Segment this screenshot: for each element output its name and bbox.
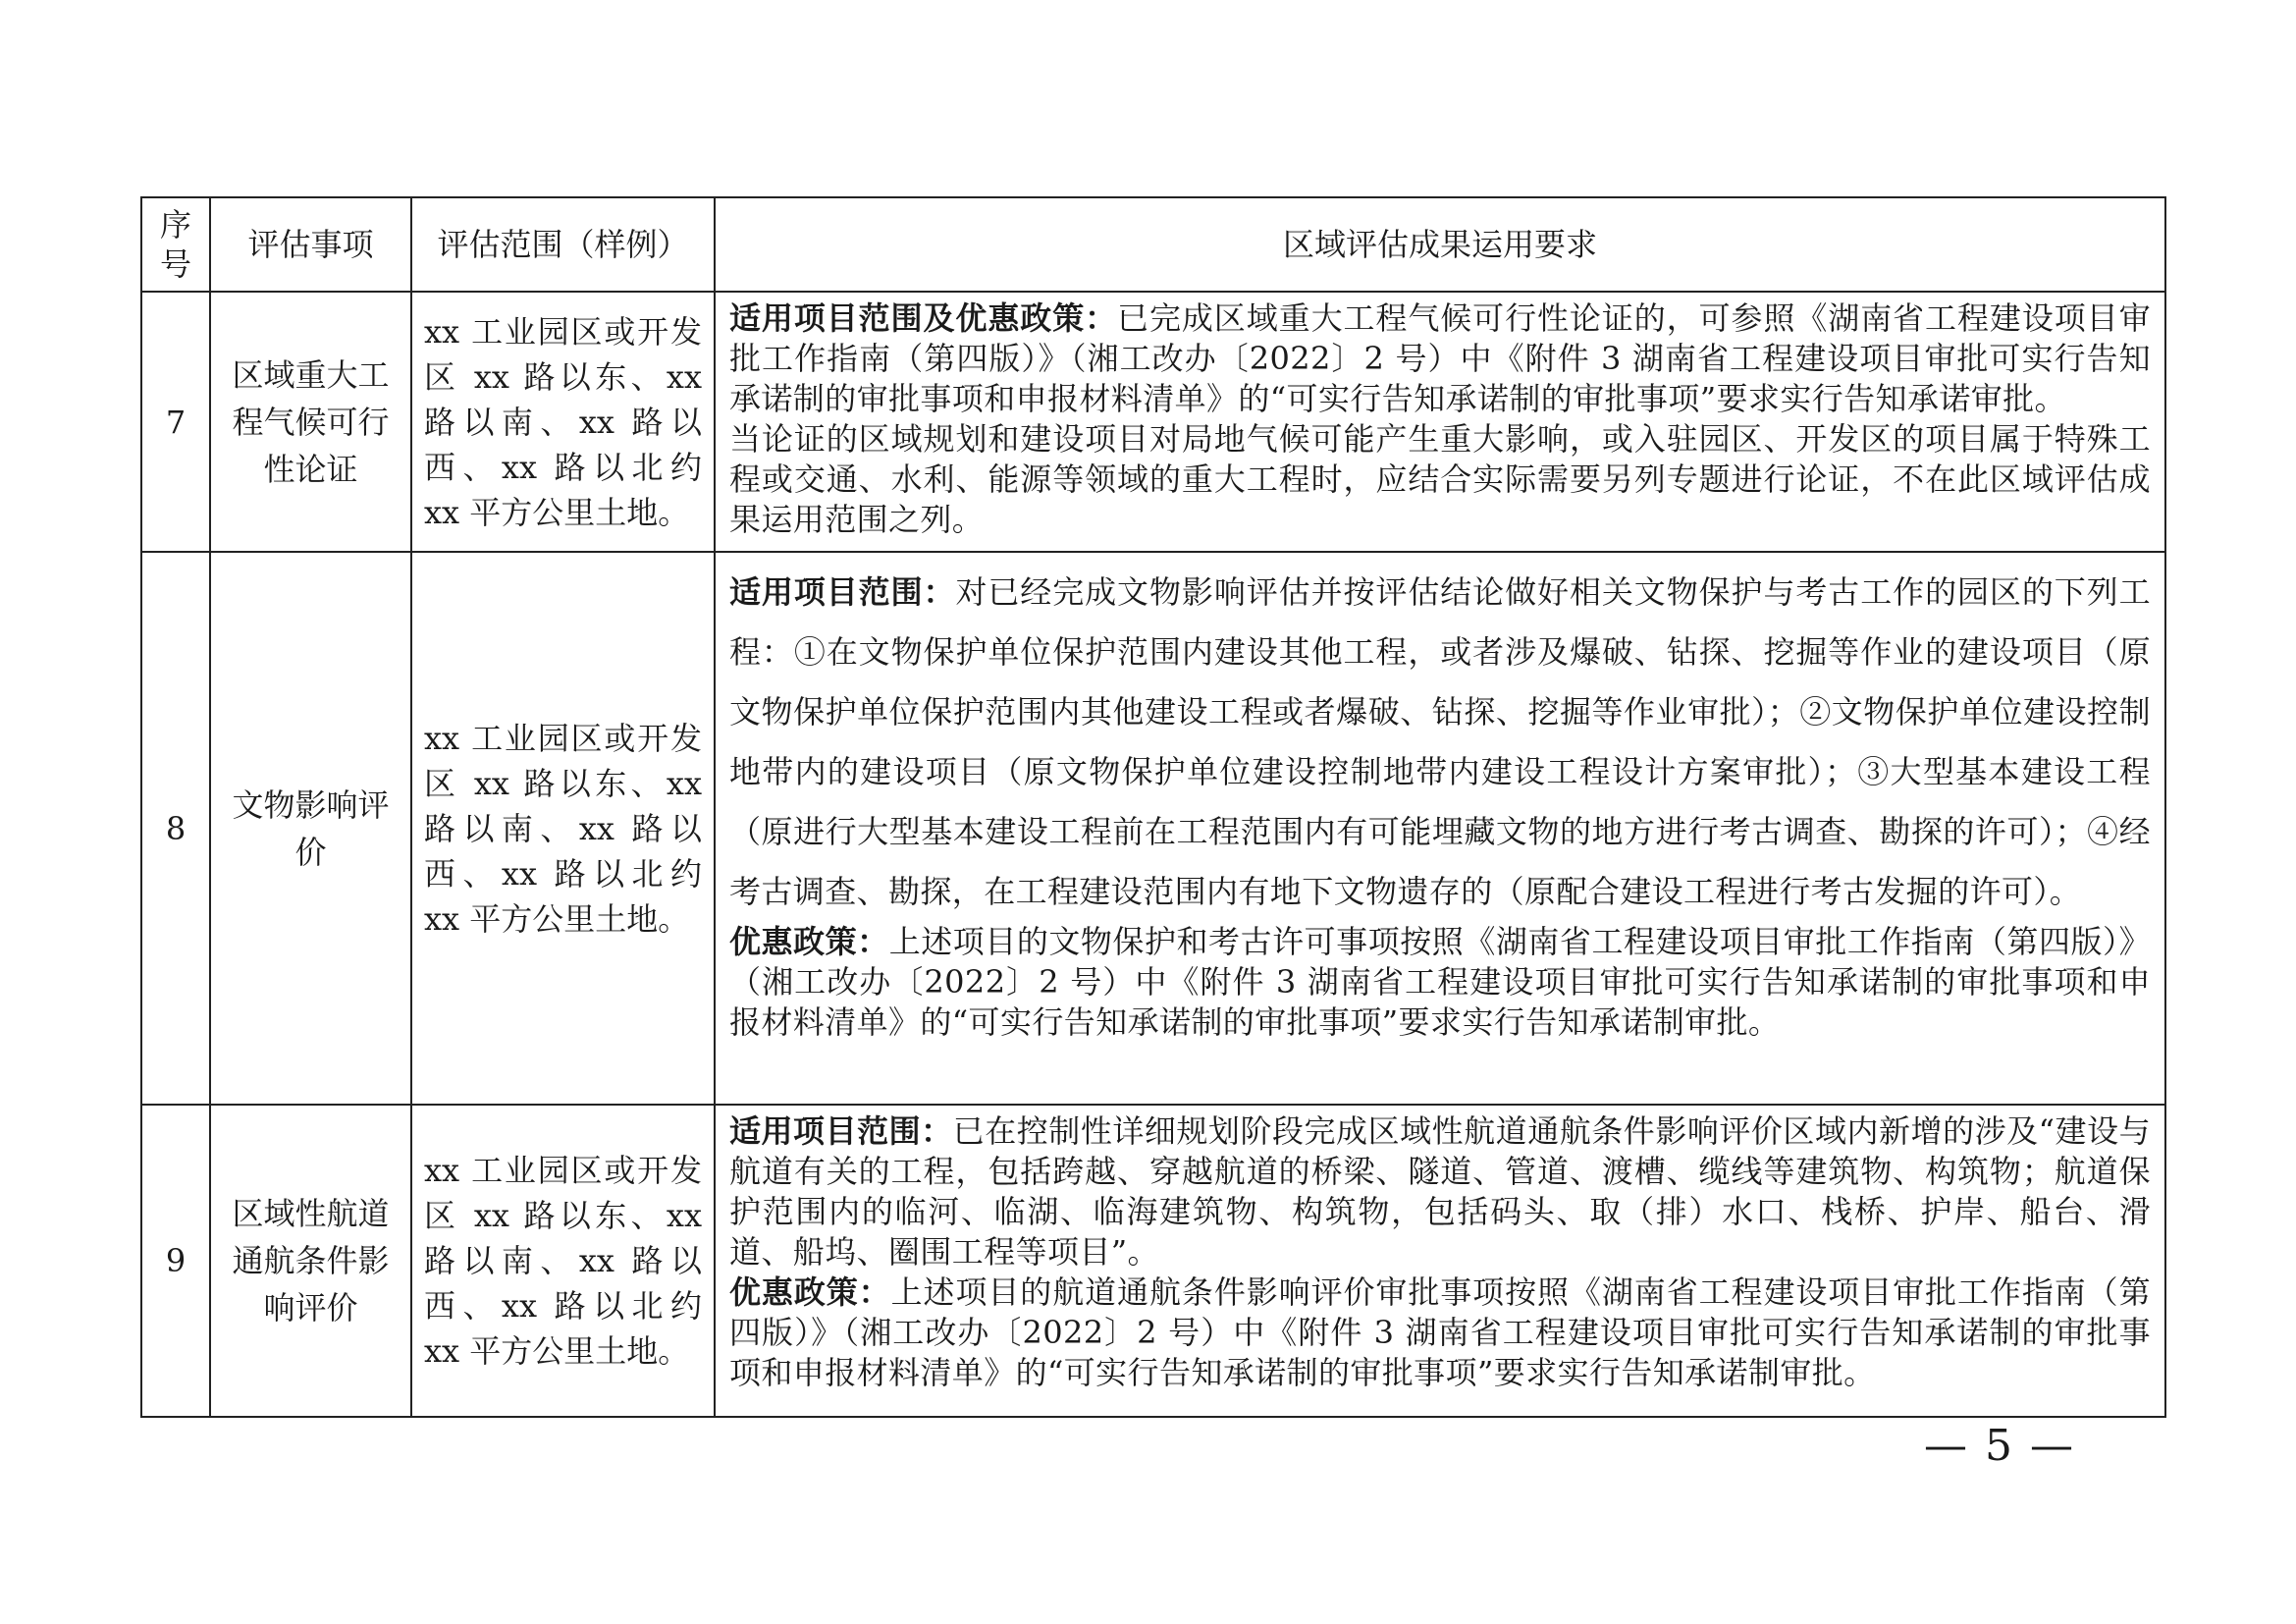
header-number-line1: 序 <box>159 206 191 244</box>
row-requirements <box>715 1105 2165 1417</box>
requirement-block <box>729 298 2151 419</box>
requirement-block <box>729 922 2151 1043</box>
requirement-text: 上述项目的文物保护和考古许可事项按照《湖南省工程建设项目审批工作指南（第四版）》（湘工改办〔2022〕2 号）中《附件 3 湖南省工程建设项目审批可实行告知承诺制的审批事项和申报材料清单》的“可实行告知承诺制的审批事项”要求实行告知承诺制审批。 <box>729 923 2151 1041</box>
header-item: 评估事项 <box>210 197 411 292</box>
row-item: 区域重大工程气候可行性论证 <box>210 292 411 552</box>
row-requirements <box>715 292 2165 552</box>
requirement-text: 已完成区域重大工程气候可行性论证的，可参照《湖南省工程建设项目审批工作指南（第四版）》（湘工改办〔2022〕2 号）中《附件 3 湖南省工程建设项目审批可实行告知承诺制的审批事项和申报材料清单》的“可实行告知承诺制的审批事项”要求实行告知承诺审批。 <box>729 299 2151 417</box>
row-scope: xx 工业园区或开发区 xx 路以东、xx 路以南、xx 路以西、xx 路以北约 xx 平方公里土地。 <box>411 292 715 552</box>
requirement-label: 适用项目范围： <box>729 573 956 611</box>
header-requirements: 区域评估成果运用要求 <box>715 197 2165 292</box>
header-number-line2: 号 <box>159 245 191 283</box>
requirement-block <box>729 419 2151 540</box>
row-requirements <box>715 552 2165 1105</box>
requirement-block <box>729 1272 2151 1393</box>
requirement-block <box>729 1111 2151 1272</box>
requirement-text: 当论证的区域规划和建设项目对局地气候可能产生重大影响，或入驻园区、开发区的项目属于特殊工程或交通、水利、能源等领域的重大工程时，应结合实际需要另列专题进行论证，不在此区域评估成果运用范围之列。 <box>729 420 2151 538</box>
table-row <box>141 1105 2165 1417</box>
row-scope: xx 工业园区或开发区 xx 路以东、xx 路以南、xx 路以西、xx 路以北约 xx 平方公里土地。 <box>411 1105 715 1417</box>
requirement-label: 优惠政策： <box>729 1273 891 1311</box>
requirement-label: 优惠政策： <box>729 923 889 960</box>
page-number: — 5 — <box>1924 1421 2075 1471</box>
table-row <box>141 292 2165 552</box>
row-item: 文物影响评价 <box>210 552 411 1105</box>
row-scope: xx 工业园区或开发区 xx 路以东、xx 路以南、xx 路以西、xx 路以北约 xx 平方公里土地。 <box>411 552 715 1105</box>
table-row <box>141 552 2165 1105</box>
requirement-label: 适用项目范围及优惠政策： <box>729 299 1118 337</box>
evaluation-table <box>140 196 2166 1418</box>
row-number: 9 <box>141 1105 210 1417</box>
requirement-text: 对已经完成文物影响评估并按评估结论做好相关文物保护与考古工作的园区的下列工程：①在文物保护单位保护范围内建设其他工程，或者涉及爆破、钻探、挖掘等作业的建设项目（原文物保护单位保护范围内其他建设工程或者爆破、钻探、挖掘等作业审批）；②文物保护单位建设控制地带内的建设项目（原文物保护单位建设控制地带内建设工程设计方案审批）；③大型基本建设工程（原进行大型基本建设工程前在工程范围内有可能埋藏文物的地方进行考古调查、勘探的许可）；④经考古调查、勘探，在工程建设范围内有地下文物遗存的（原配合建设工程进行考古发掘的许可）。 <box>729 573 2151 910</box>
table-header-row <box>141 197 2165 292</box>
requirement-label: 适用项目范围： <box>729 1112 953 1150</box>
row-number: 7 <box>141 292 210 552</box>
requirement-text: 上述项目的航道通航条件影响评价审批事项按照《湖南省工程建设项目审批工作指南（第四版）》（湘工改办〔2022〕2 号）中《附件 3 湖南省工程建设项目审批可实行告知承诺制的审批事项和申报材料清单》的“可实行告知承诺制的审批事项”要求实行告知承诺制审批。 <box>729 1273 2151 1391</box>
row-number: 8 <box>141 552 210 1105</box>
header-number <box>141 197 210 292</box>
requirement-text: 已在控制性详细规划阶段完成区域性航道通航条件影响评价区域内新增的涉及“建设与航道有关的工程，包括跨越、穿越航道的桥梁、隧道、管道、渡槽、缆线等建筑物、构筑物；航道保护范围内的临河、临湖、临海建筑物、构筑物，包括码头、取（排）水口、栈桥、护岸、船台、滑道、船坞、圈围工程等项目”。 <box>729 1112 2151 1271</box>
row-item: 区域性航道通航条件影响评价 <box>210 1105 411 1417</box>
header-scope: 评估范围（样例） <box>411 197 715 292</box>
requirement-block <box>729 563 2151 922</box>
